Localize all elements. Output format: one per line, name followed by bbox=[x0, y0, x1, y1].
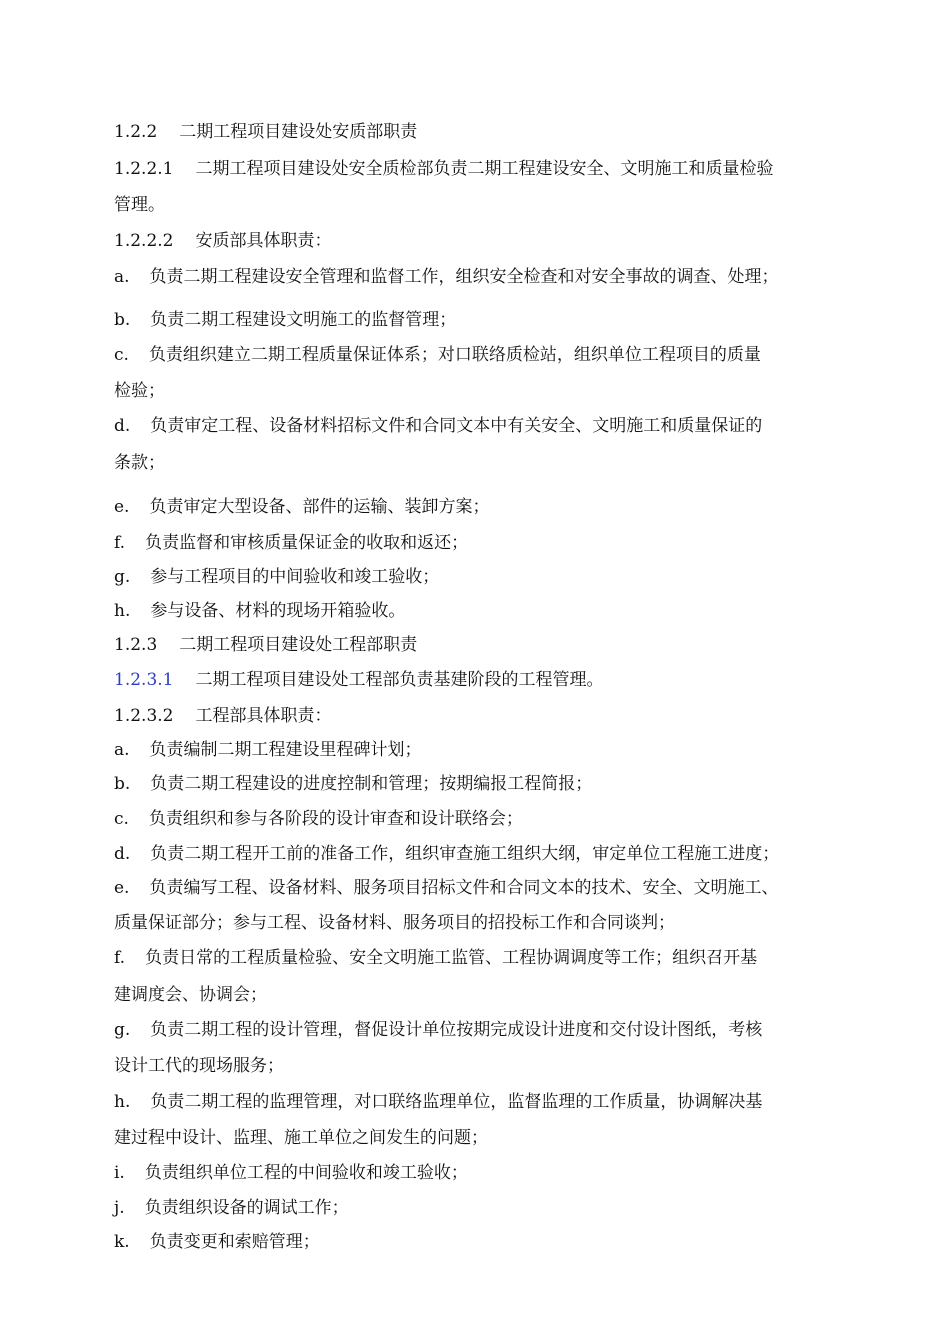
list-marker: d. bbox=[114, 416, 131, 436]
list-item-text: 负责审定工程、设备材料招标文件和合同文本中有关安全、文明施工和质量保证的 bbox=[150, 416, 763, 436]
section-number-link: 1.2.3.1 bbox=[114, 670, 174, 690]
heading-1-2-2 bbox=[114, 121, 417, 143]
section-number: 1.2.2.2 bbox=[114, 231, 174, 251]
list-marker: g. bbox=[114, 567, 131, 587]
list-item-continuation bbox=[114, 380, 165, 402]
paragraph-line bbox=[114, 669, 603, 691]
paragraph-text: 二期工程项目建设处安全质检部负责二期工程建设安全、文明施工和质量检验 bbox=[195, 159, 774, 179]
list-item-text: 负责组织和参与各阶段的设计审查和设计联络会； bbox=[148, 809, 523, 829]
list-item bbox=[114, 266, 779, 288]
list-item-text: 负责监督和审核质量保证金的收取和返还； bbox=[145, 533, 469, 553]
heading-text: 二期工程项目建设处工程部职责 bbox=[179, 635, 418, 655]
list-item-text: 检验； bbox=[114, 381, 165, 401]
list-item-continuation bbox=[114, 912, 675, 934]
list-marker: j. bbox=[114, 1198, 125, 1218]
paragraph-text: 管理。 bbox=[114, 195, 165, 215]
heading-1-2-3 bbox=[114, 634, 417, 656]
list-item bbox=[114, 532, 468, 554]
list-item-text: 负责组织单位工程的中间验收和竣工验收； bbox=[144, 1163, 468, 1183]
list-item-continuation bbox=[114, 452, 165, 474]
list-item-text: 条款； bbox=[114, 453, 165, 473]
paragraph-text: 工程部具体职责： bbox=[195, 706, 332, 726]
list-item-text: 设计工代的现场服务； bbox=[114, 1056, 284, 1076]
list-item-text: 负责二期工程建设安全管理和监督工作，组织安全检查和对安全事故的调查、处理； bbox=[149, 267, 779, 287]
list-item-text: 负责二期工程建设文明施工的监督管理； bbox=[150, 310, 457, 330]
list-marker: g. bbox=[114, 1020, 131, 1040]
heading-text: 二期工程项目建设处安质部职责 bbox=[179, 122, 418, 142]
list-item-continuation bbox=[114, 1127, 488, 1149]
list-item-text: 负责组织设备的调试工作； bbox=[144, 1198, 349, 1218]
paragraph-line bbox=[114, 158, 773, 180]
list-item-text: 负责二期工程的设计管理，督促设计单位按期完成设计进度和交付设计图纸，考核 bbox=[150, 1020, 763, 1040]
list-marker: c. bbox=[114, 809, 129, 829]
list-item-text: 负责编制二期工程建设里程碑计划； bbox=[149, 740, 422, 760]
list-marker: h. bbox=[114, 1092, 131, 1112]
list-item bbox=[114, 877, 778, 899]
list-marker: a. bbox=[114, 267, 130, 287]
section-number: 1.2.2.1 bbox=[114, 159, 174, 179]
list-item-text: 负责二期工程建设的进度控制和管理；按期编报工程简报； bbox=[150, 774, 593, 794]
list-item-text: 参与设备、材料的现场开箱验收。 bbox=[150, 601, 406, 621]
list-item bbox=[114, 1197, 349, 1219]
list-item bbox=[114, 947, 757, 969]
list-marker: f. bbox=[114, 533, 126, 553]
list-item-text: 建过程中设计、监理、施工单位之间发生的问题； bbox=[114, 1128, 488, 1148]
list-marker: b. bbox=[114, 310, 131, 330]
section-number: 1.2.3.2 bbox=[114, 706, 174, 726]
list-item bbox=[114, 566, 439, 588]
list-item bbox=[114, 344, 761, 366]
paragraph-line bbox=[114, 705, 331, 727]
list-item-continuation bbox=[114, 1055, 284, 1077]
list-item bbox=[114, 309, 456, 331]
list-item-text: 建调度会、协调会； bbox=[114, 985, 267, 1005]
list-item bbox=[114, 496, 489, 518]
list-item-text: 质量保证部分；参与工程、设备材料、服务项目的招投标工作和合同谈判； bbox=[114, 913, 675, 933]
list-item bbox=[114, 739, 422, 761]
list-marker: h. bbox=[114, 601, 131, 621]
list-item bbox=[114, 1091, 762, 1113]
list-marker: b. bbox=[114, 774, 131, 794]
paragraph-text: 安质部具体职责： bbox=[195, 231, 332, 251]
list-marker: i. bbox=[114, 1163, 125, 1183]
list-item bbox=[114, 808, 523, 830]
list-item-text: 负责变更和索赔管理； bbox=[149, 1232, 320, 1252]
list-item-continuation bbox=[114, 984, 267, 1006]
list-marker: d. bbox=[114, 844, 131, 864]
list-marker: e. bbox=[114, 497, 130, 517]
list-item bbox=[114, 415, 762, 437]
list-marker: f. bbox=[114, 948, 126, 968]
paragraph-line bbox=[114, 230, 331, 252]
list-item-text: 负责组织建立二期工程质量保证体系；对口联络质检站，组织单位工程项目的质量 bbox=[148, 345, 761, 365]
list-item-text: 负责二期工程的监理管理，对口联络监理单位，监督监理的工作质量，协调解决基 bbox=[150, 1092, 763, 1112]
list-item bbox=[114, 1231, 320, 1253]
list-item-text: 参与工程项目的中间验收和竣工验收； bbox=[150, 567, 440, 587]
list-marker: a. bbox=[114, 740, 130, 760]
list-item bbox=[114, 600, 405, 622]
list-item-text: 负责编写工程、设备材料、服务项目招标文件和合同文本的技术、安全、文明施工、 bbox=[149, 878, 779, 898]
list-item bbox=[114, 1162, 468, 1184]
list-item bbox=[114, 1019, 762, 1041]
section-number: 1.2.3 bbox=[114, 635, 158, 655]
list-item-text: 负责审定大型设备、部件的运输、装卸方案； bbox=[149, 497, 490, 517]
paragraph-text: 二期工程项目建设处工程部负责基建阶段的工程管理。 bbox=[195, 670, 604, 690]
list-marker: e. bbox=[114, 878, 130, 898]
section-number: 1.2.2 bbox=[114, 122, 158, 142]
list-marker: c. bbox=[114, 345, 129, 365]
list-item-text: 负责日常的工程质量检验、安全文明施工监管、工程协调调度等工作；组织召开基 bbox=[145, 948, 758, 968]
list-marker: k. bbox=[114, 1232, 130, 1252]
paragraph-continuation bbox=[114, 194, 165, 216]
list-item bbox=[114, 843, 779, 865]
list-item bbox=[114, 773, 592, 795]
list-item-text: 负责二期工程开工前的准备工作，组织审查施工组织大纲，审定单位工程施工进度； bbox=[150, 844, 780, 864]
